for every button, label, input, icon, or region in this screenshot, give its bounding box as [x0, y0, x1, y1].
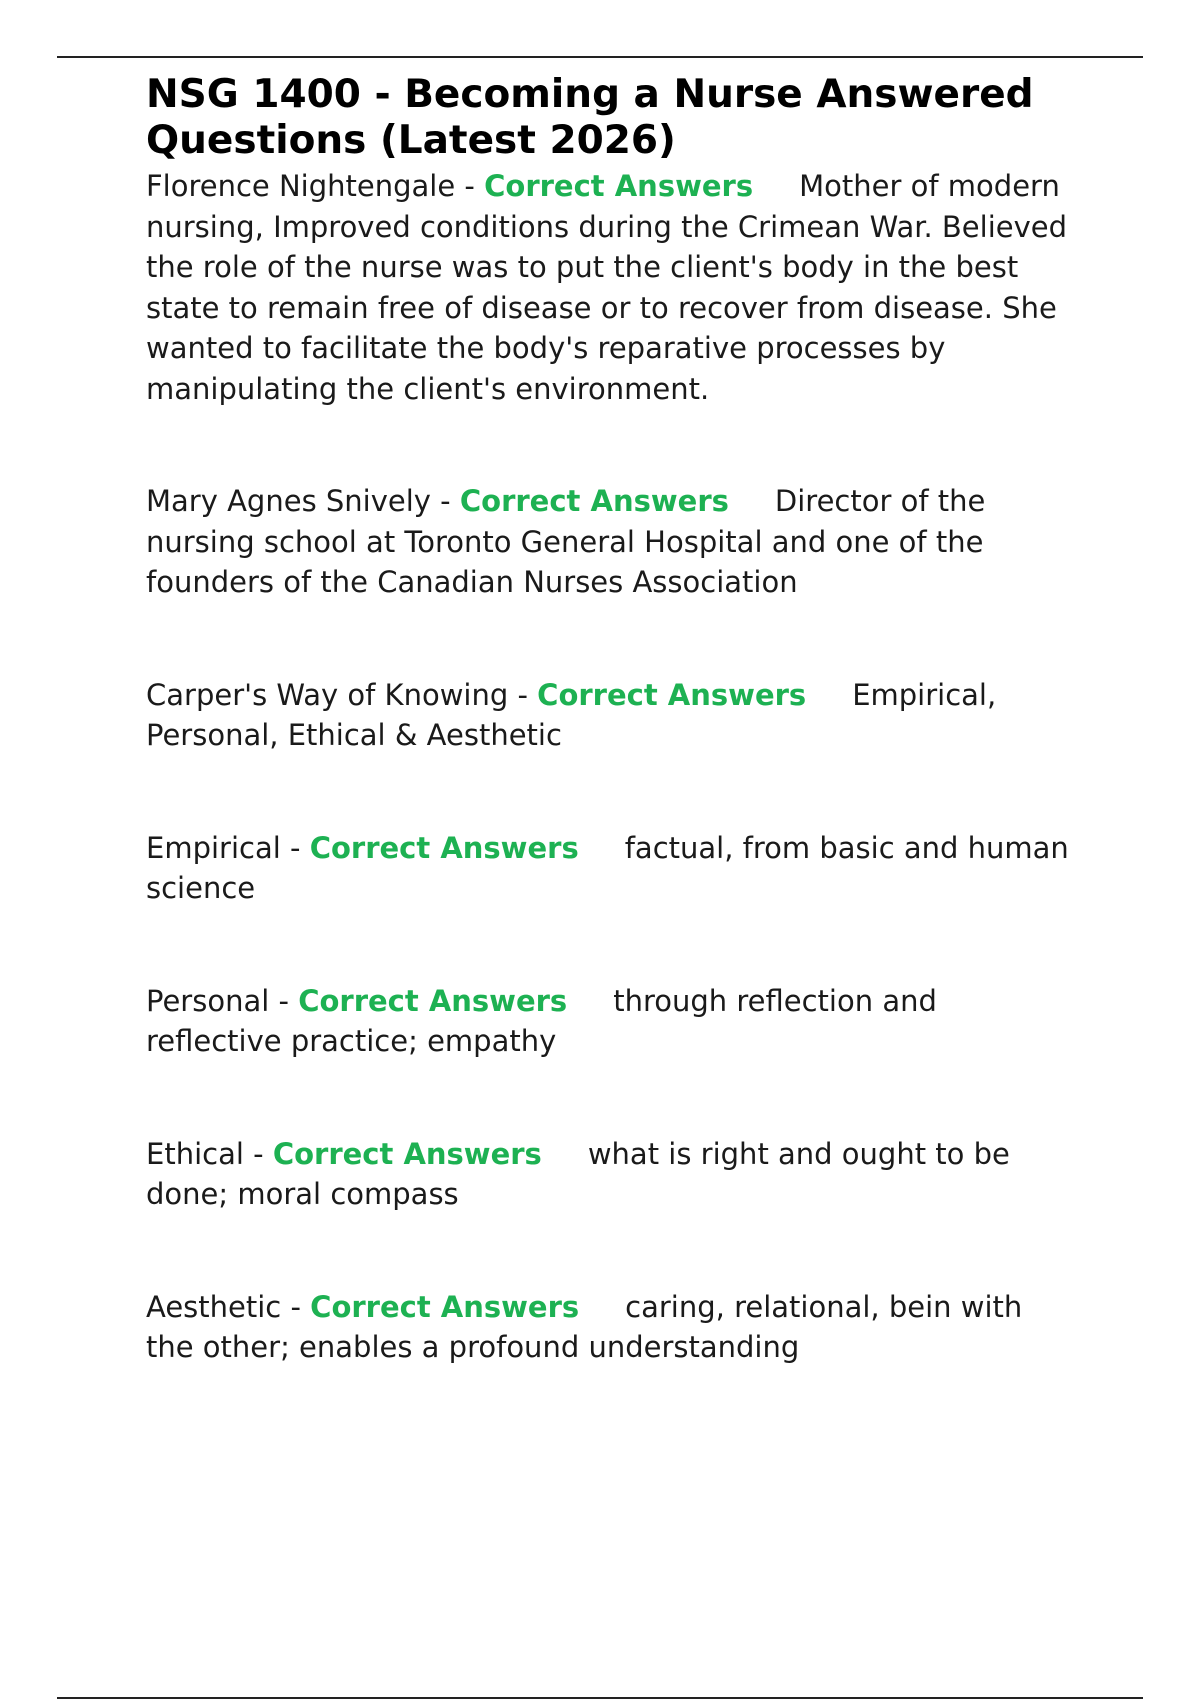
correct-answers-label: Correct Answers	[272, 1136, 542, 1171]
entry-separator: -	[430, 484, 460, 518]
qa-entry	[146, 481, 1076, 603]
entry-separator: -	[508, 677, 538, 712]
entry-term: Personal	[146, 983, 270, 1018]
entry-term: Ethical	[146, 1136, 244, 1171]
qa-entry	[146, 828, 1076, 909]
entry-term: Aesthetic	[146, 1289, 282, 1324]
entry-term: Carper's Way of Knowing	[146, 677, 509, 712]
entry-separator: -	[243, 1136, 273, 1171]
entry-answer: through reflection and reflective practice; empathy	[146, 983, 937, 1058]
qa-entry	[146, 166, 1076, 409]
entry-answer: Director of the nursing school at Toronto General Hospital and one of the founders of the Canadian Nurses Association	[146, 484, 986, 599]
entry-separator: -	[281, 1289, 311, 1324]
top-divider	[57, 56, 1143, 58]
entry-answer: Mother of modern nursing, Improved conditions during the Crimean War. Believed the role of the nurse was to put the client's body in the best state to remain free of disease or to recover from disease. She wanted to facilitate the body's reparative processes by manipulating the client's environment.	[146, 169, 1068, 406]
entry-term: Empirical	[146, 830, 281, 865]
qa-entry	[146, 1287, 1076, 1368]
entry-separator: -	[455, 169, 485, 203]
document-title: NSG 1400 - Becoming a Nurse Answered Questions (Latest 2026)	[146, 72, 1034, 163]
bottom-divider	[57, 1697, 1143, 1699]
qa-entry	[146, 675, 1076, 756]
entry-separator: -	[269, 983, 299, 1018]
qa-entry	[146, 1134, 1076, 1215]
correct-answers-label: Correct Answers	[309, 830, 579, 865]
correct-answers-label: Correct Answers	[310, 1289, 580, 1324]
correct-answers-label: Correct Answers	[484, 169, 754, 203]
correct-answers-label: Correct Answers	[459, 484, 729, 518]
entry-term: Florence Nightengale	[146, 169, 456, 203]
entry-answer: Empirical, Personal, Ethical & Aesthetic	[146, 677, 997, 752]
entry-answer: factual, from basic and human science	[146, 830, 1069, 905]
correct-answers-label: Correct Answers	[298, 983, 568, 1018]
qa-entry	[146, 981, 1076, 1062]
entry-answer: what is right and ought to be done; moral compass	[146, 1136, 1010, 1211]
entry-term: Mary Agnes Snively	[146, 484, 431, 518]
entry-separator: -	[280, 830, 310, 865]
correct-answers-label: Correct Answers	[537, 677, 807, 712]
document-page	[146, 72, 1076, 1368]
entry-answer: caring, relational, bein with the other; enables a profound understanding	[146, 1289, 1023, 1364]
